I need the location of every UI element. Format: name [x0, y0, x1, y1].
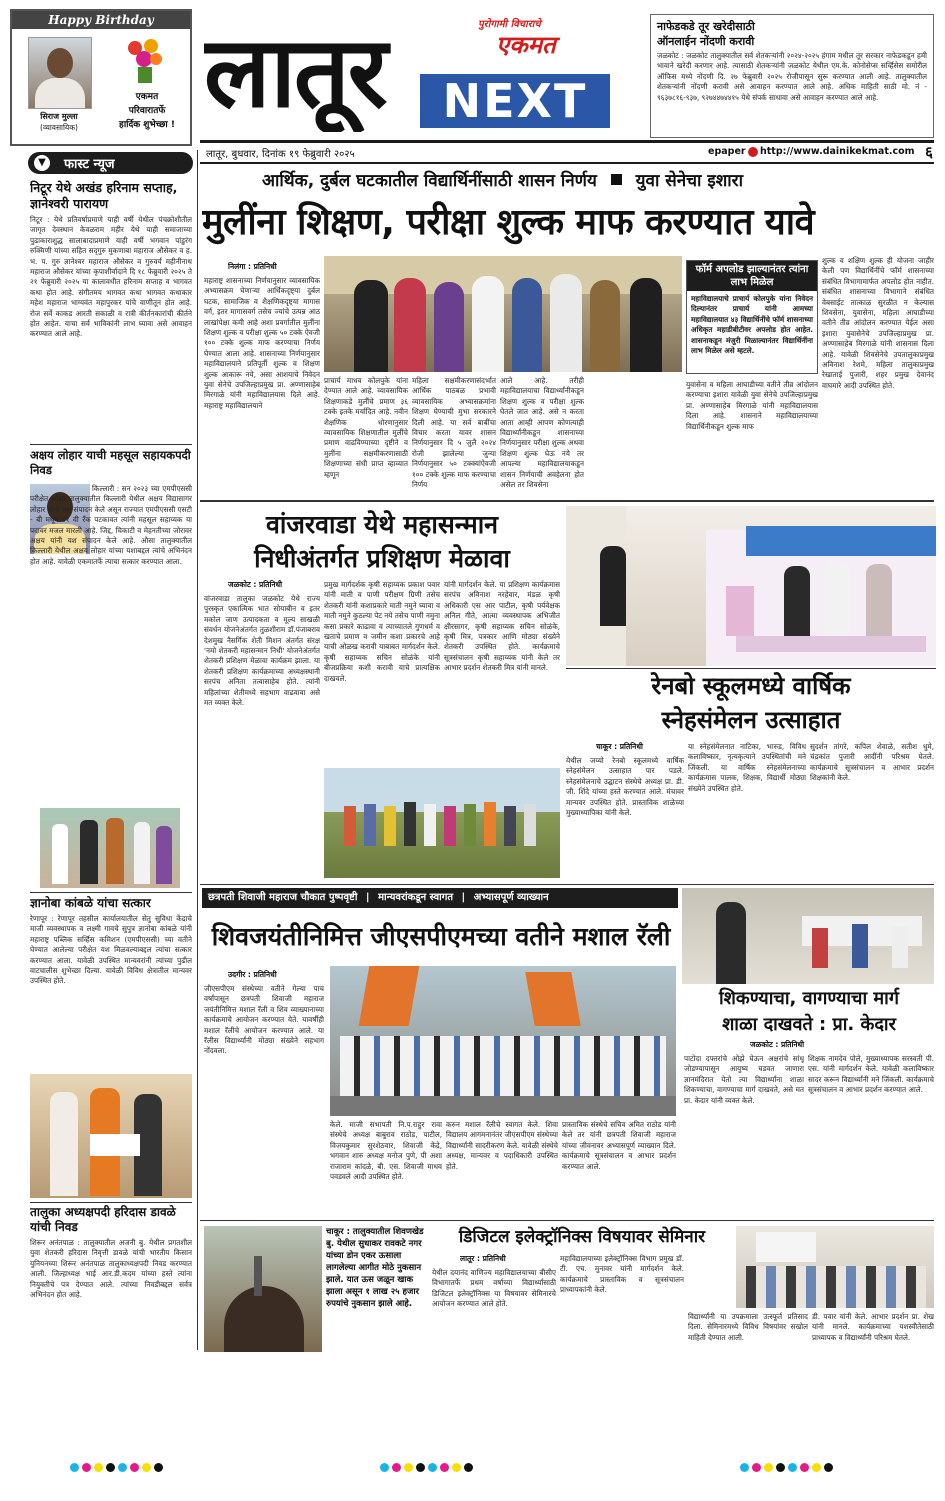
birthday-wish-3: हार्दिक शुभेच्छा !	[119, 120, 175, 130]
vanjarwada-photo	[324, 768, 560, 878]
seminar-photo	[736, 1226, 934, 1308]
top-notice-body: जळकोट : जळकोट तालुक्यातील सर्व शेतकऱ्यांनी २०२४-२०२५ हंगाम मधील तूर सरकार नाफेडकडून हमी भावाने खरेदी करणार आहे. त्यासाठी शेतकऱ्यांनी जळकोट येथील एम.के. कोनोसेप्स सर्व्हिसेस समोरील ऑफिस मध्ये नोंदणी दि. २७ फेब्रुवारी २०२५ रोजीपासून सुरू करण्यात आली आहे. तालुक्यातील शेतकऱ्यांनी नोंदणी करावी असे आवाहन करण्यात आले आहे. अधिक माहिती साठी मो. नं - ९६३७८१६-९३७, ९२७४४७४४१५ येथे संपर्क साधावा असे आवाहन करण्यात आले आहे.	[657, 51, 927, 102]
masthead-tag-1: पुरोगामी विचाराचे	[478, 19, 541, 30]
birthday-wish-2: परिवारातर्फे	[128, 106, 166, 116]
page-number: ६	[925, 143, 933, 161]
seminar-headline: डिजिटल इलेक्ट्रॉनिक्स विषयावर सेमिनार	[458, 1227, 706, 1247]
birthday-header: Happy Birthday	[12, 11, 190, 29]
birthday-box	[10, 9, 192, 146]
lead-kicker	[262, 168, 902, 194]
lead-kicker-left: आर्थिक, दुर्बल घटकातील विद्यार्थिनींसाठी शासन निर्णय	[262, 171, 597, 191]
vanjarwada-col-3: यांनी मार्गदर्शन केले. या प्रशिक्षण कार्यक्रमास सरपंच अविनाश नरहेवार, मंडळ कृषी अधिकारी एस आर पाटील, कृषी पर्यवेक्षक अनिल गीते, आत्मा व्यवस्थापक अभिजीत क्षीरसागर, कृषी सहाय्यक सचिन सोळंके, कृषी मित्र, पत्रकार आणि मोठ्या संख्येने शेतकरी उपस्थित होते. कार्यक्रमाचे सूत्रसंचालन कृषी सहाय्यक यांनी केले तर आभार प्रदर्शन शेतकरी मित्र यांनी मानले.	[444, 580, 560, 673]
seminar-col-3: विद्यार्थ्यांनी या उपक्रमाला उत्स्फूर्त प्रतिसाद दिला. सेमिनारमध्ये विविध विषयांवर सखोल माहिती देण्यात आली.	[688, 1312, 808, 1342]
vanjarwada-col-2: प्रमुख मार्गदर्शक कृषी सहाय्यक प्रकाश पवार यांनी माती व पाणी परीक्षण ग्रिणी तसेच शेतकरी यांनी कशाप्रकारे माती नमुने घ्यावा व माती नमुने कुठल्या पेट नये तसेच पाणी नमुना कसा प्रकारे काढावा व त्याच्यातले गुणधर्म व खताचे प्रमाण व जमीन कशा प्रकारचे आहे याची ओळख करावी याबाबत मार्गदर्शन केले. कृषी सहाय्यक सचिन सोळंके यांनी बीजप्रक्रिया कशी करावी याचे प्रात्यक्षिक दाखवले.	[324, 580, 440, 683]
fast-news-2-body: किल्लारी : सन २०२३ च्या एमपीएससी परीक्षेत औसा तालुक्यातील किल्लारी येथील अक्षय विद्यासागर लोहार यांनी यश संपादन केले असून राज्यात एमपीएससी एसटी - बी मधून ४१ वी रँक पटकावत त्यांनी महसूल सहाय्यक या पदावर मजल मारली आहे. जिद्द, चिकाटी व मेहनतीच्या जोरावर अक्षय यांनी यश संपादन केले आहे. औसा तालुक्यातील किल्लारी येथील अक्षय लोहार यांच्या यशाबद्दल त्यांचे अभिनंदन होत आहे. यावेळी एकमातर्फे त्याचा सत्कार करण्यात आला.	[30, 484, 192, 566]
fast-news-4-body: शिरूर अनंतपाळ : तालुक्यातील अजनी बु. येथील प्रगतशील युवा शेतकरी हरिदास निवृत्ती डावळे यांची भारतीय किसान युनियनच्या शिरूर अनंतपाळ तालुकाध्यक्षपदी निवड करण्यात आली. जिल्हाध्यक्ष भाई आर.डी.कदम यांच्या हस्ते त्यांना नियुक्तीचे पत्र देण्यात आले. त्यांच्या निवडीबद्दल सर्वत्र अभिनंदन होत आहे.	[30, 1238, 192, 1300]
fast-news-header	[28, 152, 193, 174]
separator: |	[461, 892, 466, 903]
registration-marks-center	[380, 1463, 473, 1472]
fast-news-title: फास्ट न्यूज	[64, 157, 115, 172]
vanjarwada-headline-2: निधीअंतर्गत प्रशिक्षण मेळावा	[254, 544, 510, 573]
rainbow-headline-2: स्नेहसंमेलन उत्साहात	[661, 706, 841, 734]
dateline-rule	[200, 162, 934, 164]
rainbow-headline-box	[566, 668, 936, 740]
flower-bouquet	[124, 39, 168, 83]
seminar-byline: लातूर : प्रतिनिधी	[460, 1254, 506, 1263]
fire-caption: चाकूर : तालुक्यातील शिवणखेड बु. येथील सुधाकर रावकटे नगर यांच्या डोन एकर ऊसाला लागलेल्या आगीत मोठे नुकसान झाले. यात ऊस जळून खाक झाला असून १ लाख २५ हजार रुपयांचे नुकसान झाले आहे.	[326, 1227, 424, 1309]
rainbow-photo	[566, 506, 936, 666]
rainbow-byline: चाकूर : प्रतिनिधी	[596, 742, 643, 751]
masthead-tag-2: एकमत	[496, 31, 556, 59]
top-notice-title-1: नाफेडकडे तूर खरेदीसाठी	[657, 20, 755, 33]
lead-col-2: प्राचार्य माधव कोलपुके यांना देण्यात आले आहे. व्यावसायिक शिक्षणाकडे मुलींचे प्रमाण ३६ टक्के इतके मर्यादित आहे. नवीन शैक्षणिक धोरणानुसार व्यावसायिक शिक्षणातील मुलींचे प्रमाण वाढविण्याच्या दृष्टीने व मुलींना सक्षमीकरणासाठी शिक्षणाच्या संधी प्राप्त व्हाव्यात म्हणून	[324, 376, 408, 479]
lead-col-5: युवासेना व महिला आघाडीच्या वतीने तीव्र आंदोलन करण्याचा इशारा यावेळी युवा सेनेचे उपजिल्हाप्रमुख प्रा. अण्णासाहेब मिरगाळे यांनी महाविद्यालयास दिला आहे. शासनाने महाविद्यालयाच्या विद्यार्थिनीकडून शुल्क माफ	[686, 380, 818, 431]
lead-photo	[324, 256, 682, 372]
fast-news-1-body: निटूर : येथे प्रतिवर्षाप्रमाणे याही वर्षी येथील पंचक्रोशीतील जागृत देवस्थान केवळराम महीर येथे याही समाजाच्या पुढाकाराशुद्ध सालाबादाप्रमाणे याही वर्षी भगवान पांडुरंग रुक्मिणी यांच्या सहित सद्‌गुरु मुकणाबा महाराज औसेकर व ह. भ. प. गुरु ज्ञानेश्वर महाराज औसेकर व गुरुवर्य महीनीनाथ महाराज औसेकर यांच्या कृपाशीर्वादाने दि १८ फेब्रुवारी २०२५ ते २१ फेब्रुवारी २०२५ या कालावधीत हरिनाम सप्ताह व भागवत कथा होत आहे. संगीतमय भागवत कथा भागवत कथाकार महेश महाराज भाग्यवंत महापुरकर यांचे वाणीतून होत आहे. रोज सर्वे काकड आरती सकाळी व रात्री कीर्तनकारांची कीर्तने होत आहेत. याचा सर्व भाविकांनी लाभ घ्यावा असे आवाहन करण्यात आले आहे.	[30, 215, 192, 339]
kedar-photo	[682, 888, 934, 984]
fire-photo	[204, 1226, 322, 1352]
registration-marks-left	[70, 1463, 163, 1472]
top-notice-box	[650, 14, 934, 138]
divider	[30, 892, 192, 893]
shiv-kicker-2: मान्यवरांकडून स्वागत	[378, 892, 454, 903]
lead-kicker-right: युवा सेनेचा इशारा	[635, 171, 744, 191]
masthead-title: लातूर	[204, 16, 386, 130]
sidebar-rule	[197, 150, 198, 1350]
shiv-byline: उदगीर : प्रतिनिधी	[228, 970, 277, 979]
birthday-photo	[28, 37, 92, 109]
epaper-label: epaper	[708, 146, 746, 157]
vanjarwada-byline: जळकोट : प्रतिनिधी	[228, 580, 283, 589]
lead-callout-title: फॉर्म अपलोड झाल्यानंतर त्यांना लाभ मिळेल	[687, 261, 817, 291]
divider	[30, 444, 192, 445]
dateline: लातूर, बुधवार, दिनांक १९ फेब्रुवारी २०२५	[206, 149, 355, 160]
divider	[200, 884, 934, 885]
lead-col-4: आले आहे. तरीही महाविद्यालयाचा विद्यार्थ्यांनीकडून शिक्षण शुल्क व परीक्षा शुल्क घेतले जात आहे. असे न करता आता आम्ही आपण कोणत्याही विद्यार्थ्यांनीकडून शासनाच्या निर्णयानुसार परीक्षा शुल्क अथवा शिक्षण शुल्क घेऊ नये तर आपल्या महाविद्यालयाकडून शासन निर्णयाची अवहेलना होत असेल तर शिवसेना	[500, 376, 584, 490]
felicitation-photo	[30, 1074, 192, 1198]
kedar-col-2: शिक्षक नामदेव पोले, मुख्याध्यापक सरस्वती पी. एस. यांनी मार्गदर्शन केले. यावेळी कलाविष्कार सादर करून विद्यार्थ्यांनी मने जिंकली. कार्यक्रमाचे सूत्रसंचालन व आभार प्रदर्शन करण्यात आले.	[808, 1054, 934, 1095]
lead-callout-box	[686, 260, 818, 374]
rainbow-headline-1: रेनबो स्कूलमध्ये वार्षिक	[651, 672, 851, 700]
masthead-next: NEXT	[420, 74, 610, 128]
masthead-rule	[200, 140, 934, 143]
fast-news-2-title: अक्षय लोहार याची महसूल सहायकपदी निवड	[30, 448, 191, 477]
vanjarwada-headline-1: वांजरवाडा येथे महासन्मान	[265, 510, 499, 539]
square-icon	[611, 174, 622, 185]
rainbow-col-2: या स्नेहसंमेलनात नाटिका, भारुड, विविध कलाविष्कार, नृत्यकृत्याने उपस्थितांची मने जिंकली. या वार्षिक स्नेहसंमेलनाच्या कार्यक्रमास पालक, शिक्षक, विद्यार्थी मोठ्या संख्येने उपस्थित होते.	[688, 742, 806, 793]
separator: |	[365, 892, 370, 903]
fast-news-4-title: तालुका अध्यक्षपदी हरिदास डावळे यांची निवड	[30, 1205, 176, 1234]
registration-marks-right	[740, 1463, 833, 1472]
shiv-kicker	[202, 888, 678, 908]
shiv-col-2: केले. माजी सभापती नि.प.राहुर रावा संस्थेचे अध्यक्ष बाबुराव राठोड, पाटील, विजयकुमार सुरशेठवार, शिवाजी केंद्रे, भगवान शारु अध्यक्ष मनोज पुणे, पी अशा राजाराम कांदळे, बी. एस. शिवाजी माधव पवडवले आदी उपस्थित होते.	[330, 1120, 442, 1182]
lead-callout-body: महाविद्यालयाचे प्राचार्य कोलपुके यांना निवेदन दिल्यानंतर प्राचार्य यांनी आमच्या महाविद्यालयात ४३ विद्यार्थिनींचे फॉर्म शासनाच्या अधिकृत महाडीबीटीवर अपलोड होत आहेत. शासनाकडून मंजुरी मिळाल्यानंतर विद्यार्थिनींना लाभ मिळेल असे म्हटले.	[691, 294, 813, 356]
award-photo	[40, 808, 180, 888]
seminar-col-1: येथील दयानंद वाणिज्य महाविद्यालयाच्या बीसीए विभागातर्फे प्रथम वर्षाच्या विद्यार्थ्यांसाठी डिजिटल इलेक्ट्रॉनिक्स या विषयावर सेमिनारचे आयोजन करण्यात आले होते.	[432, 1268, 556, 1309]
vanjarwada-col-1: वांजरवाडा तालुका जळकोट येथे राज्य पुरस्कृत एकात्मिक भात सोयाबीन व इतर मकोल जाण उत्पादकता व मूल्य साखळी संवर्धन योजनेअंतर्गत तुळशीराम डॉ.पंजाबराव देशमुख नैसर्गिक शेती मिशन अंतर्गत संरक्ष 'नमो शेतकरी महासन्मान निधी' योजनेअंतर्गत शेतकरी प्रशिक्षण मेळावा कार्यक्रम झाला. या शेतकरी प्रशिक्षण कार्यक्रमाच्या अध्यक्षस्थानी सरपंच अनिता तत्वासाहेब होते. त्यांनी महिलांच्या शेतीमध्ये सहभाग वाढवावा असे मत व्यक्त केले.	[204, 594, 320, 708]
website-url[interactable]: http://www.dainikekmat.com	[760, 146, 915, 157]
lead-col-1: महाराष्ट्र शासनाच्या निर्णयानुसार व्यावसायिक अभ्यासक्रम घेणाऱ्या आर्थिकदृष्ट्या दुर्बल घटक, सामाजिक व शैक्षणिकदृष्ट्या मागास वर्ग, इतर मागासवर्ग तसेच ज्यांचे उत्पन्न आठ लाखांपेक्षा कमी आहे अशा प्रवर्गातील मुलींना शिक्षण शुल्क व परीक्षा शुल्क ५० टक्के ऐवजी १०० टक्के शुल्क माफ करण्याचा निर्णय घेण्यात आला आहे. शासनाच्या निर्णयानुसार महाविद्यालयाने प्रतिपूर्ती शुल्क व शिक्षण शुल्क आकारू नये, असा आशयाचे निवेदन युवा सेनेचे उपजिल्हाप्रमुख प्रा. अण्णासाहेब मिरगाळे यांनी महाविद्यालयास दिले आहे. महाराष्ट्र महाविद्यालयाने	[204, 276, 320, 410]
divider	[30, 1202, 192, 1203]
shiv-col-1: जीएसपीएम संस्थेच्या वतीने गेल्या पाच वर्षांपासून छत्रपती शिवाजी महाराज जयंतीनिमित्त मशाल रॅली व शिव व्याख्यानाच्या कार्यक्रमाचे आयोजन करण्यात येते. यावर्षीही मशाल रॅलीचे आयोजन करण्यात आले. या रॅलीस विद्यार्थ्यांनी मोठ्या संख्येने सहभाग नोंदवला.	[204, 984, 324, 1056]
lead-byline: निलंगा : प्रतिनिधी	[228, 262, 277, 271]
rainbow-col-1: येथील जय्यो रेनबो स्कूलमध्ये वार्षिक स्नेहसंमेलन उत्साहात पार पडले. स्नेहसंमेलनाचे उद्घाटन संस्थेचे अध्यक्ष प्रा. डी. जी. शिंदे यांच्या हस्ते करण्यात आले. मंचावर मान्यवर उपस्थित होते. प्रास्ताविक शाळेच्या मुख्याध्यापिका यांनी केले.	[566, 756, 684, 818]
fast-news-3-body: रेणापूर : रेणापूर तहसील कार्यालयातील सेतु सुविधा केंद्राचे माजी व्यवस्थापक व लक्ष्मी गावचे सुपुत्र ज्ञानोबा कांबळे यांनी महाराष्ट्र पब्लिक सर्व्हिस कमिशन (एमपीएससी) च्या वतीने घेण्यात आलेल्या परीक्षेत यश मिळवल्याबद्दल त्यांचा सत्कार करण्यात आला. यावेळी उपस्थित मान्यवरांनी त्यांच्या पुढील वाटचालीस शुभेच्छा दिल्या. यावेळी विविध क्षेत्रातील मान्यवर उपस्थित होते.	[30, 914, 192, 986]
kedar-col-1: पाटोदा दफ्तरांचे ओझे घेऊन अक्षरांचे सांधू जोडण्यापासून आयुष्य घडवत जाणारा ज्ञानमंदिरात येतो त्या विद्यार्थ्यांना शाळा शिकण्याचा, वागण्याचा मार्ग दाखवते, असे मत प्रा. केदार यांनी व्यक्त केले.	[684, 1054, 804, 1105]
lead-col-3: महिला सक्षमीकरणासंदर्भात आर्थिक पाठबळ प्रभावी व्यावसायिक अभ्यासक्रमांना शिक्षण घेण्याची मुभा सरकारने दिली आहे. या सर्व बाबींचा विचार करता यावर शासन निर्णयानुसार दि ५ जुलै २०२४ रोजी झालेल्या जुन्या निर्णयानुसार ५० टक्क्यांऐवजी १०० टक्के शुल्क माफ करण्याचा निर्णय	[412, 376, 496, 490]
chevron-down-icon: ▼	[34, 155, 50, 171]
top-notice-title-2: ऑनलाईन नोंदणी करावी	[657, 35, 755, 48]
fast-news-3-title: ज्ञानोबा कांबळे यांचा सत्कार	[30, 896, 151, 910]
divider	[200, 1220, 934, 1221]
divider	[200, 500, 934, 502]
shiv-col-4: प्रास्ताविक संस्थेचे सचिव अमित राठोड यांनी केले तर यांनी छत्रपती शिवाजी महाराज यांच्या जीवनावर अभ्यासपूर्ण व्याख्यान दिले. कार्यक्रमाचे सूत्रसंचालन व आभार प्रदर्शन करण्यात आले.	[562, 1120, 676, 1171]
shiv-photo	[330, 966, 676, 1116]
lead-col-6: शुल्क व शक्षिण शुल्क ही योजना जाहीर केली पण विद्यार्थिनींचे फॉर्म शासनाच्या संबंधित विभागामार्फत अपलोड होत नाहीत. संबंधित शासनाच्या विभागाने संबंधित वेबसाईट तात्काळ सुरळीत न केल्यास शिवसेना, युवासेना, महिला आघाडीच्या वतीने तीव्र आंदोलन करण्यात येईल असा इशारा युवासेनेचे उपजिल्हाप्रमुख प्रा. अण्णासाहेब मिरगाळे यांनी शासनास दिला आहे. यावेळी शिवसेनेचे उपतालुकाप्रमुख अविनाश रेशमे, महिला तालुकाप्रमुख रेखाताई पुजारी, शहर प्रमुख देवानंद वाघमारे आदी उपस्थित होते.	[822, 256, 934, 390]
kedar-headline-1: शिकण्याचा, वागण्याचा मार्ग	[719, 988, 899, 1009]
birthday-person: सिराज मुल्ला	[40, 112, 78, 121]
birthday-wish-1: एकमत	[135, 92, 159, 102]
lead-headline: मुलींना शिक्षण, परीक्षा शुल्क माफ करण्यात यावे	[202, 202, 815, 243]
rainbow-col-3: सुदर्शन तांगरे, कपिल शेवाळे, सतीश धुमे, चंद्रकांत पुजारी आदींनी परिश्रम घेतले. कार्यक्रमाचे सूत्रसंचालन व आभार प्रदर्शन शिक्षकांनी केले.	[810, 742, 934, 783]
globe-icon	[748, 147, 758, 157]
shiv-col-3: करुन मशाल रॅलीचे स्वागत केले. शिवा विद्यालय आगमनानंतर जीएसपीएम संस्थेच्या विद्यार्थ्यांनी सादरीकरण केले. यावेळी संस्थेचे अध्यक्ष, मान्यवर व पदाधिकारी उपस्थित होते.	[446, 1120, 558, 1171]
shiv-kicker-1: छत्रपती शिवाजी महाराज चौकात पुष्पवृष्टी	[208, 892, 358, 903]
shiv-kicker-3: अभ्यासपूर्ण व्याख्यान	[473, 892, 549, 903]
kedar-headline-2: शाळा दाखवते : प्रा. केदार	[722, 1014, 896, 1035]
vanjarwada-col-1b	[204, 814, 320, 878]
kedar-byline: जळकोट : प्रतिनिधी	[750, 1040, 805, 1049]
birthday-role: (व्यावसायिक)	[40, 123, 78, 132]
seminar-col-4: डी. पवार यांनी केले. आभार प्रदर्शन प्रा. शेख यांनी मानले. कार्यक्रमाच्या यशस्वीतेसाठी प्राध्यापक व विद्यार्थ्यांनी परिश्रम घेतले.	[812, 1312, 934, 1342]
lead-col-4b	[588, 376, 682, 494]
seminar-col-2: महाविद्यालयाच्या इलेक्ट्रॉनिक्स विभाग प्रमुख डॉ. टी. एच. मुनावर यांनी मार्गदर्शन केले. कार्यक्रमाचे प्रास्ताविक व सूत्रसंचालन प्राध्यापकांनी केले.	[560, 1254, 684, 1295]
fast-news-1-title: निटूर येथे अखंड हरिनाम सप्ताह, ज्ञानेश्वरी पारायण	[30, 180, 178, 211]
shiv-headline: शिवजयंतीनिमित्त जीएसपीएमच्या वतीने मशाल रॅली	[211, 922, 671, 951]
